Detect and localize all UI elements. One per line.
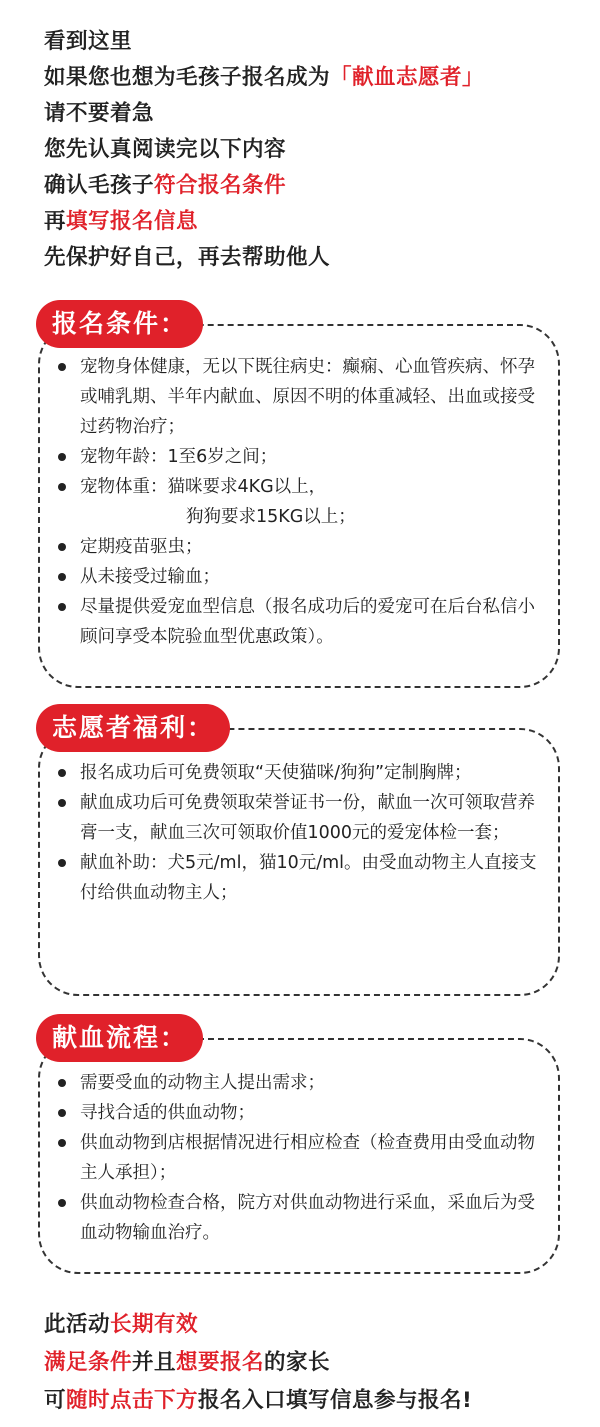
intro-line: 先保护好自己，再去帮助他人 — [44, 245, 331, 270]
intro-line: 您先认真阅读完以下内容 — [44, 137, 287, 162]
bullet-icon — [58, 573, 66, 581]
benefits-section — [38, 704, 560, 996]
bullet-icon — [58, 603, 66, 611]
list-item: 供血动物到店根据情况进行相应检查（检查费用由受血动物主人承担）； — [56, 1128, 546, 1188]
list-item: 报名成功后可免费领取“天使猫咪/狗狗”定制胸牌； — [56, 758, 546, 788]
bullet-icon — [58, 1109, 66, 1117]
list-item: 献血成功后可免费领取荣誉证书一份，献血一次可领取营养膏一支，献血三次可领取价值1000元的爱宠体检一套； — [56, 788, 546, 848]
list-item: 宠物年龄：1至6岁之间； — [56, 442, 546, 472]
highlight-text: 填写报名信息 — [66, 209, 199, 234]
list-item: 需要受血的动物主人提出需求； — [56, 1068, 546, 1098]
bullet-icon — [58, 363, 66, 371]
list-item: 寻找合适的供血动物； — [56, 1098, 546, 1128]
bullet-icon — [58, 1139, 66, 1147]
bullet-icon — [58, 483, 66, 491]
outro-line: 可随时点击下方报名入口填写信息参与报名! — [44, 1388, 473, 1413]
process-section — [38, 1014, 560, 1274]
list-item: 供血动物检查合格，院方对供血动物进行采血，采血后为受血动物输血治疗。 — [56, 1188, 546, 1248]
conditions-list — [56, 352, 546, 652]
bullet-icon — [58, 543, 66, 551]
list-item: 献血补助：犬5元/ml，猫10元/ml。由受血动物主人直接支付给供血动物主人； — [56, 848, 546, 908]
outro-text — [44, 1306, 472, 1420]
list-item: 宠物身体健康，无以下既往病史：癫痫、心血管疾病、怀孕或哺乳期、半年内献血、原因不明的体重减轻、出血或接受过药物治疗； — [56, 352, 546, 442]
bullet-icon — [58, 1079, 66, 1087]
weight-dog-text: 狗狗要求15KG以上； — [186, 507, 356, 527]
bullet-icon — [58, 859, 66, 867]
highlight-text: 长期有效 — [110, 1312, 199, 1337]
highlight-text: 满足条件 — [44, 1350, 133, 1375]
intro-text — [44, 24, 484, 276]
list-item: 宠物体重：猫咪要求4KG以上， 狗狗要求15KG以上； — [56, 472, 546, 532]
highlight-text: 符合报名条件 — [154, 173, 287, 198]
benefits-title: 志愿者福利： — [36, 704, 230, 752]
process-list — [56, 1068, 546, 1248]
bullet-icon — [58, 799, 66, 807]
highlight-text: 想要报名 — [176, 1350, 265, 1375]
highlight-text: 随时点击下方 — [66, 1388, 199, 1413]
intro-line: 请不要着急 — [44, 101, 155, 126]
bullet-icon — [58, 769, 66, 777]
bullet-icon — [58, 1199, 66, 1207]
intro-line: 确认毛孩子符合报名条件 — [44, 173, 287, 198]
process-title: 献血流程： — [36, 1014, 203, 1062]
bullet-icon — [58, 453, 66, 461]
intro-line: 再填写报名信息 — [44, 209, 199, 234]
highlight-text: 「献血志愿者」 — [330, 65, 485, 90]
outro-line: 此活动长期有效 — [44, 1312, 199, 1337]
list-item: 尽量提供爱宠血型信息（报名成功后的爱宠可在后台私信小顾问享受本院验血型优惠政策）。 — [56, 592, 546, 652]
benefits-list — [56, 758, 546, 908]
intro-line: 如果您也想为毛孩子报名成为「献血志愿者」 — [44, 65, 485, 90]
conditions-section — [38, 300, 560, 688]
intro-line: 看到这里 — [44, 29, 133, 54]
outro-line: 满足条件并且想要报名的家长 — [44, 1350, 331, 1375]
list-item: 从未接受过输血； — [56, 562, 546, 592]
conditions-title: 报名条件： — [36, 300, 203, 348]
list-item: 定期疫苗驱虫； — [56, 532, 546, 562]
